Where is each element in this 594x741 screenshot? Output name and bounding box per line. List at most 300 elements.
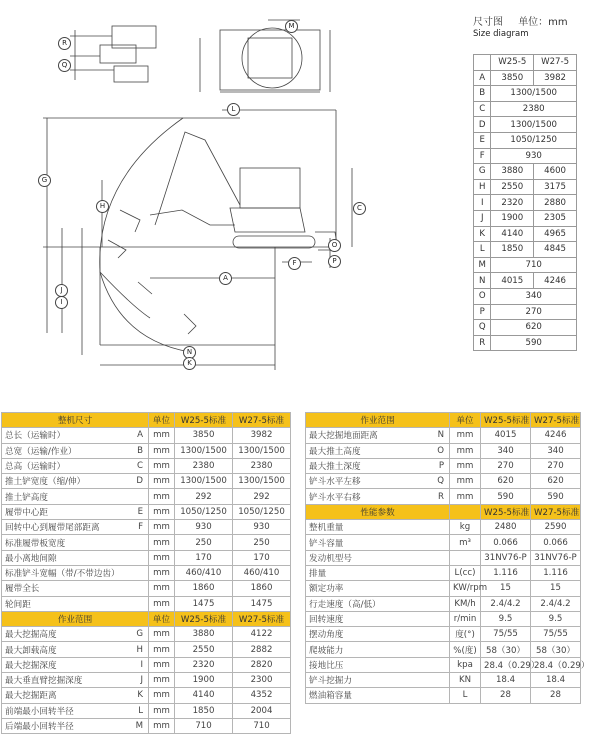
spec-name-cell: 燃油箱容量: [306, 688, 430, 703]
dim-key-cell: G: [474, 164, 491, 180]
dim-value-cell: 3880: [491, 164, 534, 180]
track: [233, 236, 315, 248]
spec-unit-cell: L(cc): [450, 565, 481, 580]
spec-row: [2, 565, 291, 580]
spec-value-cell-2: 9.5: [531, 611, 581, 626]
spec-unit-cell: mm: [149, 565, 175, 580]
spec-value-cell-1: 1300/1500: [175, 443, 233, 458]
spec-value-cell-2: 250: [233, 535, 291, 550]
dim-label-p: P: [328, 255, 341, 268]
spec-code-cell: G: [129, 627, 149, 642]
spec-header-row: [2, 413, 291, 428]
spec-code-cell: [129, 581, 149, 596]
dim-label-i: I: [55, 296, 68, 309]
spec-header-unit: 单位: [149, 611, 175, 626]
spec-row: [2, 718, 291, 733]
spec-value-cell-1: 28: [481, 688, 531, 703]
spec-value-cell-2: 1.116: [531, 565, 581, 580]
dim-value-cell: 2380: [491, 101, 577, 117]
spec-unit-cell: mm: [149, 673, 175, 688]
spec-name-cell: 摆动角度: [306, 627, 430, 642]
spec-header-unit: 单位: [450, 413, 481, 428]
dim-value-cell: 4600: [534, 164, 577, 180]
spec-unit-cell: mm: [450, 443, 481, 458]
spec-name-cell: 总高（运输时）: [2, 458, 129, 473]
dim-table-row: [474, 86, 577, 102]
dim-value-cell: 710: [491, 257, 577, 273]
dim-table-header: [474, 55, 577, 71]
spec-name-cell: 最大卸载高度: [2, 642, 129, 657]
spec-value-cell-1: 170: [175, 550, 233, 565]
dim-table-row: [474, 210, 577, 226]
dim-value-cell: 2320: [491, 195, 534, 211]
spec-value-cell-2: 4122: [233, 627, 291, 642]
spec-code-cell: D: [129, 474, 149, 489]
dim-key-cell: H: [474, 179, 491, 195]
spec-name-cell: 最大挖掘距离: [2, 688, 129, 703]
spec-value-cell-1: 1860: [175, 581, 233, 596]
dim-label-f: F: [288, 257, 301, 270]
dim-key-cell: A: [474, 70, 491, 86]
spec-code-cell: M: [129, 718, 149, 733]
spec-value-cell-2: 2.4/4.2: [531, 596, 581, 611]
spec-value-cell-2: 2590: [531, 520, 581, 535]
spec-unit-cell: mm: [450, 474, 481, 489]
spec-value-cell-2: 0.066: [531, 535, 581, 550]
spec-value-cell-2: 28.4（0.29）: [531, 657, 581, 672]
spec-value-cell-2: 1860: [233, 581, 291, 596]
spec-name-cell: 最大挖掘地面距离: [306, 428, 430, 443]
spec-unit-cell: mm: [149, 489, 175, 504]
spec-unit-cell: mm: [149, 535, 175, 550]
spec-name-cell: 最大垂直臂挖掘深度: [2, 673, 129, 688]
spec-name-cell: 总长（运输时）: [2, 428, 129, 443]
spec-row: [2, 520, 291, 535]
spec-value-cell-2: 2380: [233, 458, 291, 473]
dim-table-row: [474, 132, 577, 148]
spec-table-right: [305, 412, 590, 704]
spec-name-cell: 最大挖掘深度: [2, 657, 129, 672]
dim-value-cell: 1050/1250: [491, 132, 577, 148]
spec-code-cell: [430, 642, 450, 657]
spec-header-title: 作业范围: [306, 413, 450, 428]
spec-header-row: [306, 504, 581, 519]
dim-value-cell: 2550: [491, 179, 534, 195]
dim-value-cell: 620: [491, 320, 577, 336]
dim-value-cell: 930: [491, 148, 577, 164]
spec-name-cell: 爬坡能力: [306, 642, 430, 657]
dim-value-cell: 4965: [534, 226, 577, 242]
spec-unit-cell: mm: [149, 550, 175, 565]
spec-name-cell: 标准履带板宽度: [2, 535, 129, 550]
spec-row: [2, 673, 291, 688]
dim-header-cell: W27-5: [534, 55, 577, 71]
spec-code-cell: [430, 565, 450, 580]
dim-table-row: [474, 320, 577, 336]
spec-value-cell-1: 930: [175, 520, 233, 535]
spec-row: [306, 688, 581, 703]
spec-unit-cell: KW/rpm: [450, 581, 481, 596]
spec-value-cell-2: 58（30）: [531, 642, 581, 657]
dim-table-row: [474, 179, 577, 195]
spec-header-unit: 单位: [149, 413, 175, 428]
spec-unit-cell: mm: [450, 458, 481, 473]
dim-table-row: [474, 335, 577, 351]
spec-header-row: [2, 611, 291, 626]
spec-row: [2, 657, 291, 672]
dim-corner-cell: [474, 55, 491, 71]
dim-value-cell: 3982: [534, 70, 577, 86]
dim-label-m: M: [285, 20, 298, 33]
dim-table-row: [474, 70, 577, 86]
spec-header-title: 整机尺寸: [2, 413, 149, 428]
spec-header-model-2: W27-5标准: [531, 504, 581, 519]
dim-label-r: R: [58, 37, 71, 50]
dim-label-h: H: [96, 200, 109, 213]
spec-row: [2, 596, 291, 611]
spec-value-cell-1: 250: [175, 535, 233, 550]
spec-code-cell: Q: [430, 474, 450, 489]
spec-code-cell: [430, 611, 450, 626]
spec-value-cell-1: 4140: [175, 688, 233, 703]
spec-row: [306, 642, 581, 657]
spec-value-cell-2: 292: [233, 489, 291, 504]
spec-value-cell-1: 9.5: [481, 611, 531, 626]
spec-code-cell: [129, 565, 149, 580]
spec-code-cell: [430, 688, 450, 703]
spec-value-cell-1: 292: [175, 489, 233, 504]
cab: [240, 168, 300, 208]
spec-header-model-2: W27-5标准: [233, 611, 291, 626]
size-table-subtitle: Size diagram: [473, 29, 529, 39]
spec-name-cell: 回转中心到履带尾部距离: [2, 520, 129, 535]
dim-label-g: G: [38, 174, 51, 187]
spec-value-cell-2: 4352: [233, 688, 291, 703]
spec-unit-cell: mm: [149, 474, 175, 489]
spec-value-cell-1: 75/55: [481, 627, 531, 642]
spec-header-model-2: W27-5标准: [233, 413, 291, 428]
dim-table-row: [474, 195, 577, 211]
spec-value-cell-2: 1300/1500: [233, 443, 291, 458]
spec-name-cell: 推土铲宽度（缩/伸）: [2, 474, 129, 489]
spec-unit-cell: %(度): [450, 642, 481, 657]
dim-value-cell: 1900: [491, 210, 534, 226]
spec-row: [306, 520, 581, 535]
spec-value-cell-2: 930: [233, 520, 291, 535]
dimension-table: [473, 54, 577, 351]
dim-key-cell: D: [474, 117, 491, 133]
dim-table-row: [474, 117, 577, 133]
spec-row: [2, 627, 291, 642]
spec-row: [2, 428, 291, 443]
spec-table-left: [1, 412, 291, 734]
spec-value-cell-2: 28: [531, 688, 581, 703]
dim-value-cell: 270: [491, 304, 577, 320]
spec-value-cell-1: 18.4: [481, 673, 531, 688]
spec-name-cell: 履带中心距: [2, 504, 129, 519]
spec-value-cell-2: 2300: [233, 673, 291, 688]
spec-value-cell-1: 1900: [175, 673, 233, 688]
reach-arc: [100, 118, 190, 352]
spec-value-cell-2: 4246: [531, 428, 581, 443]
spec-row: [306, 550, 581, 565]
excavator-drawing: [0, 0, 470, 395]
spec-header-model-1: W25-5标准: [481, 504, 531, 519]
spec-name-cell: 履带全长: [2, 581, 129, 596]
spec-value-cell-2: 340: [531, 443, 581, 458]
dim-table-row: [474, 273, 577, 289]
dim-key-cell: K: [474, 226, 491, 242]
spec-row: [2, 458, 291, 473]
spec-value-cell-1: 2550: [175, 642, 233, 657]
spec-unit-cell: mm: [149, 520, 175, 535]
spec-header-model-1: W25-5标准: [481, 413, 531, 428]
dim-key-cell: F: [474, 148, 491, 164]
spec-value-cell-1: 28.4（0.29）: [481, 657, 531, 672]
dim-key-cell: E: [474, 132, 491, 148]
spec-value-cell-1: 1850: [175, 703, 233, 718]
spec-value-cell-1: 3880: [175, 627, 233, 642]
spec-code-cell: [129, 596, 149, 611]
spec-code-cell: [430, 627, 450, 642]
spec-value-cell-1: 0.066: [481, 535, 531, 550]
dim-table-row: [474, 148, 577, 164]
spec-value-cell-1: 31NV76-P: [481, 550, 531, 565]
dim-key-cell: L: [474, 242, 491, 258]
spec-code-cell: [430, 535, 450, 550]
dim-value-cell: 4246: [534, 273, 577, 289]
spec-row: [2, 642, 291, 657]
spec-code-cell: [129, 489, 149, 504]
spec-unit-cell: mm: [149, 718, 175, 733]
spec-value-cell-2: 1300/1500: [233, 474, 291, 489]
spec-code-cell: [430, 550, 450, 565]
dim-label-j: J: [55, 284, 68, 297]
dim-key-cell: O: [474, 288, 491, 304]
spec-value-cell-2: 460/410: [233, 565, 291, 580]
spec-name-cell: 额定功率: [306, 581, 430, 596]
spec-header-title: 作业范围: [2, 611, 149, 626]
spec-row: [2, 535, 291, 550]
dim-table-row: [474, 226, 577, 242]
spec-unit-cell: mm: [149, 443, 175, 458]
spec-code-cell: K: [129, 688, 149, 703]
spec-unit-cell: mm: [149, 504, 175, 519]
spec-value-cell-1: 1.116: [481, 565, 531, 580]
spec-value-cell-1: 4015: [481, 428, 531, 443]
spec-value-cell-1: 460/410: [175, 565, 233, 580]
spec-code-cell: B: [129, 443, 149, 458]
dim-table-row: [474, 164, 577, 180]
spec-value-cell-1: 270: [481, 458, 531, 473]
dim-label-n: N: [183, 346, 196, 359]
spec-value-cell-1: 710: [175, 718, 233, 733]
spec-name-cell: 行走速度（高/低）: [306, 596, 430, 611]
spec-row: [306, 596, 581, 611]
spec-value-cell-1: 1300/1500: [175, 474, 233, 489]
dim-value-cell: 3175: [534, 179, 577, 195]
dim-key-cell: N: [474, 273, 491, 289]
spec-unit-cell: KN: [450, 673, 481, 688]
spec-code-cell: E: [129, 504, 149, 519]
spec-code-cell: [430, 596, 450, 611]
spec-value-cell-1: 3850: [175, 428, 233, 443]
spec-name-cell: 最小离地间隙: [2, 550, 129, 565]
spec-value-cell-2: 1050/1250: [233, 504, 291, 519]
spec-name-cell: 推土铲高度: [2, 489, 129, 504]
spec-code-cell: L: [129, 703, 149, 718]
spec-header-model-1: W25-5标准: [175, 413, 233, 428]
spec-value-cell-1: 58（30）: [481, 642, 531, 657]
spec-value-cell-2: 170: [233, 550, 291, 565]
spec-name-cell: 最大推土高度: [306, 443, 430, 458]
spec-name-cell: 铲斗容量: [306, 535, 430, 550]
spec-unit-cell: mm: [149, 688, 175, 703]
spec-row: [306, 581, 581, 596]
bucket-front-view-3: [114, 66, 148, 82]
spec-header-unit: [450, 504, 481, 519]
dim-label-l: L: [227, 103, 240, 116]
spec-code-cell: F: [129, 520, 149, 535]
spec-unit-cell: mm: [149, 642, 175, 657]
dim-value-cell: 1300/1500: [491, 86, 577, 102]
spec-name-cell: 标准铲斗宽幅（带/不带边齿）: [2, 565, 129, 580]
dim-table-row: [474, 304, 577, 320]
spec-unit-cell: mm: [149, 458, 175, 473]
size-table-title: [473, 13, 568, 28]
spec-value-cell-1: 340: [481, 443, 531, 458]
spec-name-cell: 铲斗水平左移: [306, 474, 430, 489]
spec-name-cell: 排量: [306, 565, 430, 580]
spec-name-cell: 总宽（运输/作业）: [2, 443, 129, 458]
spec-unit-cell: m³: [450, 535, 481, 550]
spec-value-cell-1: 2480: [481, 520, 531, 535]
machine-top-view: [220, 30, 320, 90]
spec-value-cell-1: 2.4/4.2: [481, 596, 531, 611]
dim-label-a: A: [219, 272, 232, 285]
spec-value-cell-2: 2882: [233, 642, 291, 657]
dim-key-cell: P: [474, 304, 491, 320]
spec-value-cell-1: 1050/1250: [175, 504, 233, 519]
dim-value-cell: 1300/1500: [491, 117, 577, 133]
dim-label-q: Q: [58, 59, 71, 72]
spec-code-cell: I: [129, 657, 149, 672]
spec-value-cell-2: 620: [531, 474, 581, 489]
spec-row: [306, 627, 581, 642]
spec-code-cell: P: [430, 458, 450, 473]
spec-code-cell: J: [129, 673, 149, 688]
spec-value-cell-2: 15: [531, 581, 581, 596]
spec-name-cell: 接地比压: [306, 657, 430, 672]
spec-value-cell-1: 2380: [175, 458, 233, 473]
dim-key-cell: Q: [474, 320, 491, 336]
dim-table-row: [474, 257, 577, 273]
spec-code-cell: O: [430, 443, 450, 458]
spec-value-cell-1: 590: [481, 489, 531, 504]
spec-name-cell: 发动机型号: [306, 550, 430, 565]
spec-value-cell-2: 2820: [233, 657, 291, 672]
spec-row: [2, 550, 291, 565]
spec-value-cell-2: 31NV76-P: [531, 550, 581, 565]
spec-unit-cell: mm: [149, 657, 175, 672]
dim-key-cell: M: [474, 257, 491, 273]
spec-unit-cell: kg: [450, 520, 481, 535]
spec-row: [2, 443, 291, 458]
dim-value-cell: 590: [491, 335, 577, 351]
spec-unit-cell: 度(°): [450, 627, 481, 642]
spec-value-cell-1: 620: [481, 474, 531, 489]
spec-name-cell: 前端最小回转半径: [2, 703, 129, 718]
dim-label-c: C: [353, 202, 366, 215]
dim-value-cell: 4140: [491, 226, 534, 242]
spec-unit-cell: mm: [149, 703, 175, 718]
spec-unit-cell: mm: [149, 627, 175, 642]
spec-header-title: 性能参数: [306, 504, 450, 519]
spec-value-cell-1: 1475: [175, 596, 233, 611]
spec-name-cell: 回转速度: [306, 611, 430, 626]
spec-header-row: [306, 413, 581, 428]
spec-value-cell-2: 75/55: [531, 627, 581, 642]
spec-row: [2, 688, 291, 703]
dim-key-cell: B: [474, 86, 491, 102]
spec-name-cell: 铲斗挖掘力: [306, 673, 430, 688]
spec-code-cell: [129, 535, 149, 550]
dim-label-o: O: [328, 239, 341, 252]
spec-row: [306, 443, 581, 458]
spec-unit-cell: KM/h: [450, 596, 481, 611]
spec-unit-cell: [450, 550, 481, 565]
spec-code-cell: [430, 520, 450, 535]
spec-row: [2, 474, 291, 489]
spec-value-cell-2: 710: [233, 718, 291, 733]
spec-row: [2, 504, 291, 519]
dim-value-cell: 340: [491, 288, 577, 304]
spec-row: [306, 673, 581, 688]
spec-code-cell: N: [430, 428, 450, 443]
spec-row: [306, 428, 581, 443]
dim-key-cell: J: [474, 210, 491, 226]
size-unit-text: 单位：mm: [518, 17, 568, 28]
spec-code-cell: A: [129, 428, 149, 443]
size-title-text: 尺寸图: [473, 17, 503, 28]
spec-unit-cell: mm: [149, 428, 175, 443]
spec-unit-cell: mm: [450, 428, 481, 443]
spec-value-cell-1: 2320: [175, 657, 233, 672]
spec-row: [306, 474, 581, 489]
spec-name-cell: 最大推土深度: [306, 458, 430, 473]
spec-value-cell-2: 590: [531, 489, 581, 504]
spec-value-cell-2: 1475: [233, 596, 291, 611]
spec-name-cell: 后端最小回转半径: [2, 718, 129, 733]
spec-code-cell: C: [129, 458, 149, 473]
dim-value-cell: 2305: [534, 210, 577, 226]
spec-unit-cell: kpa: [450, 657, 481, 672]
dim-table-row: [474, 242, 577, 258]
spec-code-cell: [430, 657, 450, 672]
dim-table-row: [474, 101, 577, 117]
spec-row: [306, 611, 581, 626]
dim-value-cell: 2880: [534, 195, 577, 211]
spec-unit-cell: L: [450, 688, 481, 703]
spec-code-cell: [430, 581, 450, 596]
dim-value-cell: 3850: [491, 70, 534, 86]
spec-unit-cell: mm: [450, 489, 481, 504]
spec-name-cell: 轮间距: [2, 596, 129, 611]
dim-header-cell: W25-5: [491, 55, 534, 71]
dim-table-row: [474, 288, 577, 304]
spec-row: [306, 458, 581, 473]
spec-header-model-2: W27-5标准: [531, 413, 581, 428]
